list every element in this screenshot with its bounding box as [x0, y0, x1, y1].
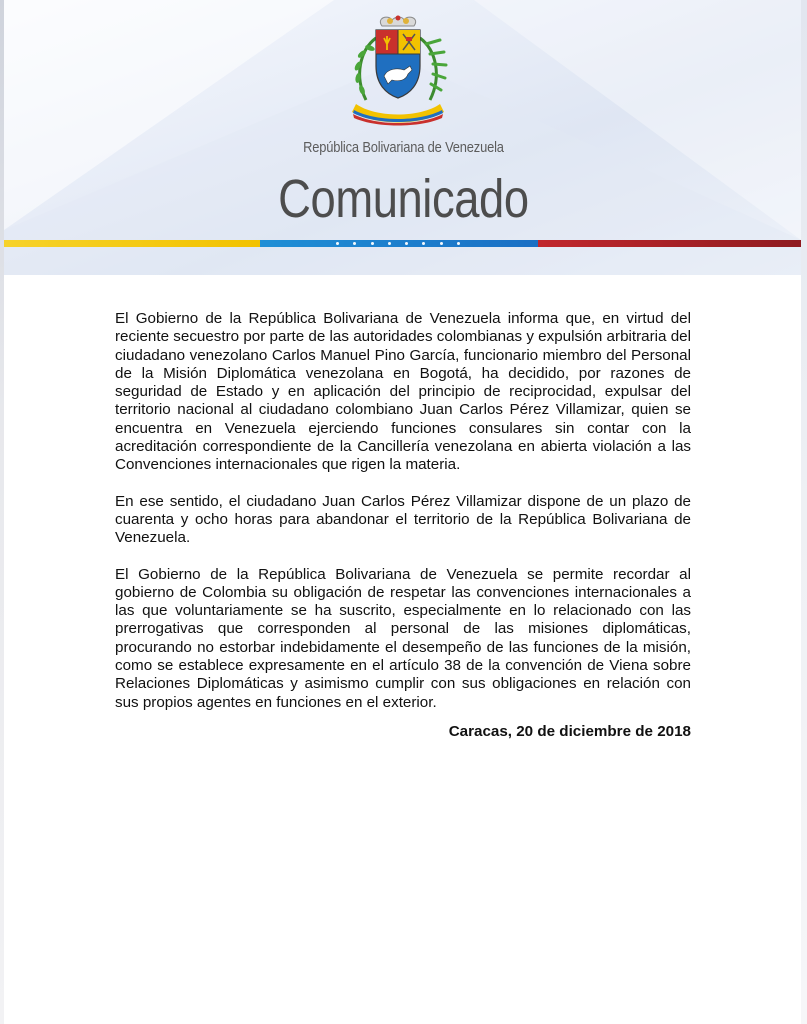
star-icon — [336, 242, 339, 245]
flag-stars — [336, 242, 460, 250]
star-icon — [388, 242, 391, 245]
republic-name: República Bolivariana de Venezuela — [303, 139, 504, 156]
communique-body — [115, 310, 691, 730]
place-and-date: Caracas, 20 de diciembre de 2018 — [448, 723, 691, 740]
star-icon — [457, 242, 460, 245]
document-title: Comunicado — [278, 169, 529, 229]
flag-stripe-red — [538, 240, 801, 247]
paragraph-3: El Gobierno de la República Bolivariana de Venezuela se permite recordar al gobierno de Colombia su obligación de respetar las convenciones internacionales a las que voluntariamente se ha suscrito, especialmente en lo relacionado con las prerrogativas que corresponden al personal de las misiones diplomáticas, procurando no estorbar indebidamente el desempeño de las funciones de la misión, como se establece expresamente en el artículo 38 de la convención de Viena sobre Relaciones Diplomáticas y asimismo cumplir con sus obligaciones en relación con sus propios agentes en funciones en el exterior. — [115, 565, 691, 711]
page-edge-right — [801, 0, 807, 1024]
flag-stripe-yellow — [4, 240, 260, 247]
paragraph-2: En ese sentido, el ciudadano Juan Carlos Pérez Villamizar dispone de un plazo de cuarenta y ocho horas para abandonar el territorio de la República Bolivariana de Venezuela. — [115, 492, 691, 547]
star-icon — [422, 242, 425, 245]
star-icon — [353, 242, 356, 245]
coat-of-arms-icon — [346, 14, 450, 126]
star-icon — [371, 242, 374, 245]
star-icon — [405, 242, 408, 245]
star-icon — [440, 242, 443, 245]
paragraph-1: El Gobierno de la República Bolivariana de Venezuela informa que, en virtud del reciente secuestro por parte de las autoridades colombianas y expulsión arbitraria del ciudadano venezolano Carlos Manuel Pino García, funcionario miembro del Personal de la Misión Diplomática venezolana en Bogotá, ha decidido, por razones de seguridad de Estado y en aplicación del principio de reciprocidad, expulsar del territorio nacional al ciudadano colombiano Juan Carlos Pérez Villamizar, quien se encuentra en Venezuela ejerciendo funciones consulares sin contar con la acreditación correspondiente de la Cancillería venezolana en abierta violación a las Convenciones internacionales que rigen la materia. — [115, 310, 691, 474]
